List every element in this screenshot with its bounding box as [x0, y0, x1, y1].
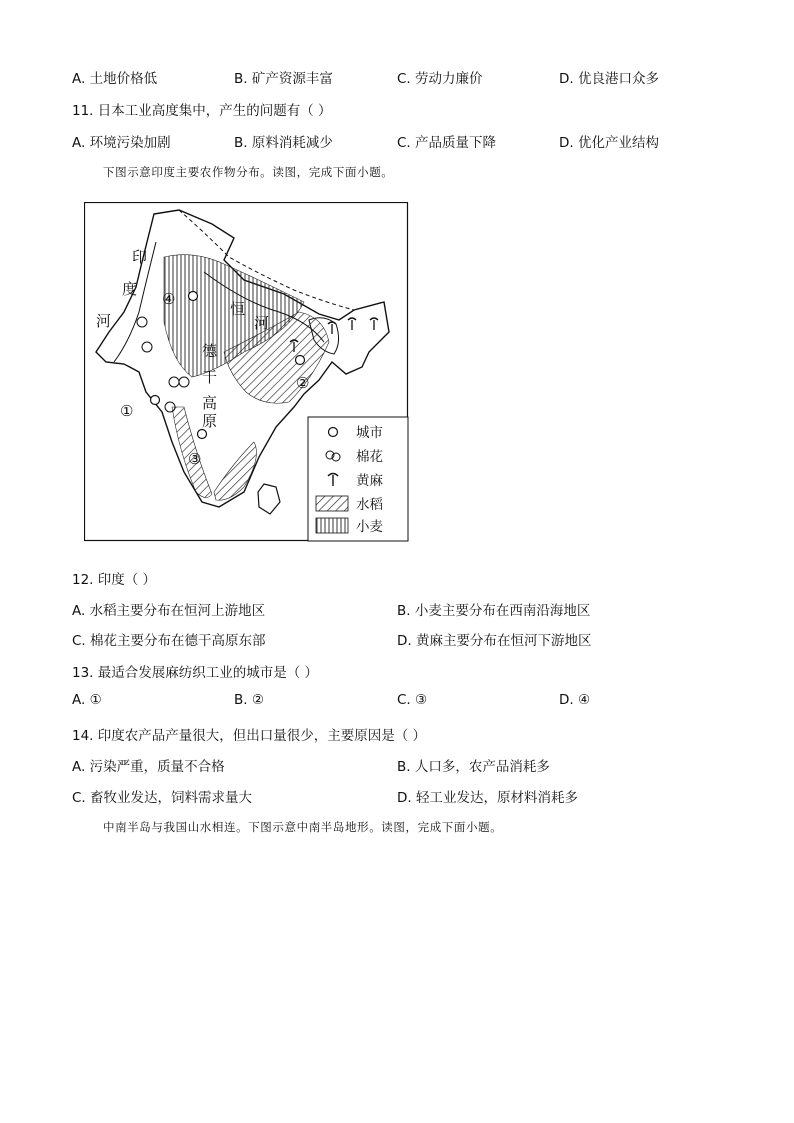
deccan-label-4: 原	[202, 412, 218, 430]
q10-option-a[interactable]: A. 土地价格低	[72, 71, 158, 87]
map-legend	[308, 417, 408, 541]
intro-indochina-map: 中南半岛与我国山水相连。下图示意中南半岛地形。读图，完成下面小题。	[103, 820, 503, 834]
city-4-marker	[189, 292, 198, 301]
city-1-marker	[151, 396, 160, 405]
indus-label-3: 河	[96, 312, 112, 330]
intro-india-map: 下图示意印度主要农作物分布。读图，完成下面小题。	[103, 165, 394, 179]
city-3-marker	[198, 430, 207, 439]
city-1-label: ①	[120, 402, 134, 420]
indus-label-1: 印	[132, 248, 148, 266]
legend-jute-label: 黄麻	[356, 473, 383, 489]
q12-option-d[interactable]: D. 黄麻主要分布在恒河下游地区	[397, 633, 592, 649]
legend-wheat-label: 小麦	[356, 519, 383, 535]
deccan-label-1: 德	[202, 342, 218, 360]
indus-label-2: 度	[122, 280, 138, 298]
legend-cotton-label: 棉花	[356, 449, 383, 465]
city-3-label: ③	[188, 450, 202, 468]
q13-option-b[interactable]: B. ②	[234, 692, 264, 708]
q11-stem: 11. 日本工业高度集中，产生的问题有（ ）	[72, 103, 332, 119]
city-2-label: ②	[296, 374, 310, 392]
city-4-label: ④	[162, 290, 176, 308]
q10-option-c[interactable]: C. 劳动力廉价	[397, 71, 483, 87]
deccan-label-3: 高	[202, 394, 218, 412]
q11-option-b[interactable]: B. 原料消耗减少	[234, 135, 333, 151]
q12-stem: 12. 印度（ ）	[72, 572, 157, 588]
legend-rice-icon	[316, 496, 348, 511]
q10-option-d[interactable]: D. 优良港口众多	[559, 71, 659, 87]
legend-wheat-icon	[316, 518, 348, 533]
ganges-label-2: 河	[254, 314, 270, 332]
q13-option-a[interactable]: A. ①	[72, 692, 102, 708]
q13-option-c[interactable]: C. ③	[397, 692, 428, 708]
q14-option-b[interactable]: B. 人口多，农产品消耗多	[397, 759, 550, 775]
india-crop-map	[84, 202, 410, 542]
q14-option-a[interactable]: A. 污染严重，质量不合格	[72, 759, 225, 775]
q10-option-b[interactable]: B. 矿产资源丰富	[234, 71, 333, 87]
q12-option-c[interactable]: C. 棉花主要分布在德干高原东部	[72, 633, 266, 649]
q13-stem: 13. 最适合发展麻纺织工业的城市是（ ）	[72, 665, 319, 681]
q14-option-d[interactable]: D. 轻工业发达，原材料消耗多	[397, 790, 578, 806]
q11-option-a[interactable]: A. 环境污染加剧	[72, 135, 171, 151]
q14-option-c[interactable]: C. 畜牧业发达，饲料需求量大	[72, 790, 253, 806]
q12-option-a[interactable]: A. 水稻主要分布在恒河上游地区	[72, 603, 266, 619]
deccan-label-2: 干	[202, 368, 218, 386]
q11-option-c[interactable]: C. 产品质量下降	[397, 135, 497, 151]
q11-option-d[interactable]: D. 优化产业结构	[559, 135, 659, 151]
legend-rice-label: 水稻	[356, 497, 383, 513]
ganges-label-1: 恒	[230, 300, 246, 318]
city-2-marker	[296, 356, 305, 365]
q14-stem: 14. 印度农产品产量很大，但出口量很少，主要原因是（ ）	[72, 728, 427, 744]
q13-option-d[interactable]: D. ④	[559, 692, 591, 708]
q12-option-b[interactable]: B. 小麦主要分布在西南沿海地区	[397, 603, 591, 619]
legend-city-icon	[329, 428, 338, 437]
legend-city-label: 城市	[356, 425, 383, 441]
